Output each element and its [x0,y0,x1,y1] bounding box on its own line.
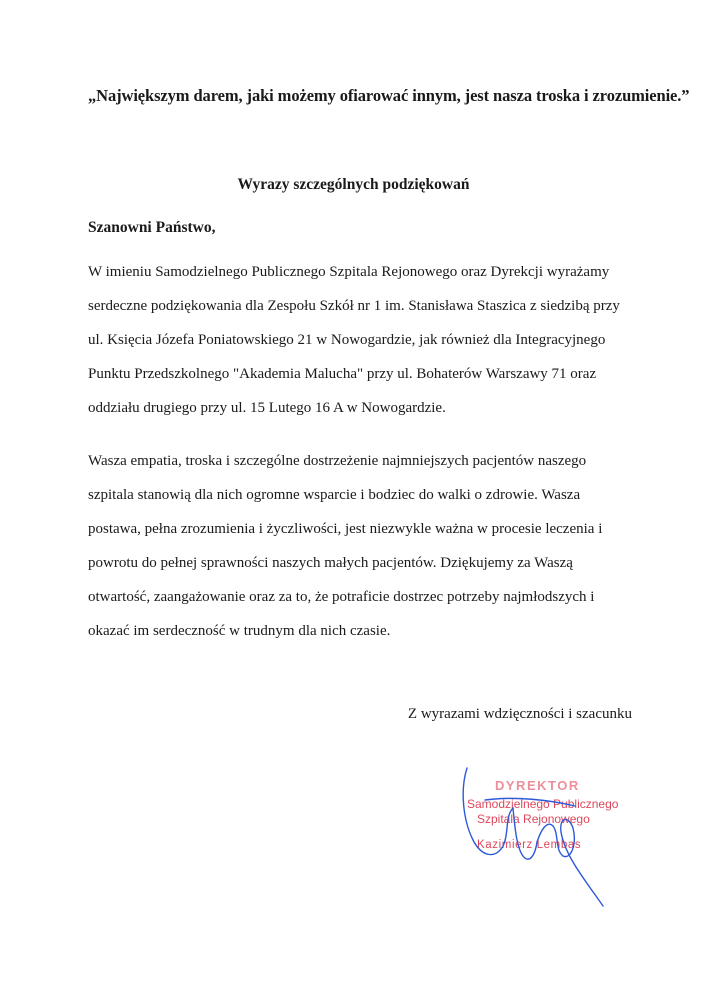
letter-title: Wyrazy szczególnych podziękowań [237,176,470,193]
paragraph-line: postawa, pełna zrozumienia i życzliwości, jest niezwykle ważna w procesie leczenia i [88,521,603,537]
motto-quote: „Największym darem, jaki możemy ofiarować innym, jest nasza troska i zrozumienie.” [88,86,690,105]
stamp-institution: Samodzielnego Publicznego [467,797,619,811]
paragraph-line: otwartość, zaangażowanie oraz za to, że potraficie dostrzec potrzeby najmłodszych i [88,589,595,605]
stamp-name: Kazimierz Lembas [477,839,582,851]
paragraph-line: oddziału drugiego przy ul. 15 Lutego 16 A w Nowogardzie. [88,400,446,416]
paragraph-line: serdeczne podziękowania dla Zespołu Szkół nr 1 im. Stanisława Staszica z siedzibą przy [88,298,620,314]
closing-phrase: Z wyrazami wdzięczności i szacunku [407,706,632,722]
paragraph-line: W imieniu Samodzielnego Publicznego Szpitala Rejonowego oraz Dyrekcji wyrażamy [88,264,610,280]
salutation: Szanowni Państwo, [88,219,216,236]
paragraph-line: Wasza empatia, troska i szczególne dostrzeżenie najmniejszych pacjentów naszego [88,453,587,469]
stamp-hospital: Szpitala Rejonowego [477,812,590,826]
paragraph-line: Punktu Przedszkolnego "Akademia Malucha" przy ul. Bohaterów Warszawy 71 oraz [88,366,597,382]
paragraph-line: okazać im serdeczność w trudnym dla nich czasie. [88,623,391,639]
paragraph-line: powrotu do pełnej sprawności naszych małych pacjentów. Dziękujemy za Waszą [88,555,573,571]
paragraph-empathy [88,444,633,648]
handwritten-signature [455,760,635,910]
director-stamp [455,760,635,910]
paragraph-line: ul. Księcia Józefa Poniatowskiego 21 w Nowogardzie, jak również dla Integracyjnego [88,332,606,348]
stamp-title: DYREKTOR [495,778,580,793]
paragraph-line: szpitala stanowią dla nich ogromne wsparcie i bodziec do walki o zdrowie. Wasza [88,487,581,503]
paragraph-thanks [88,255,633,425]
